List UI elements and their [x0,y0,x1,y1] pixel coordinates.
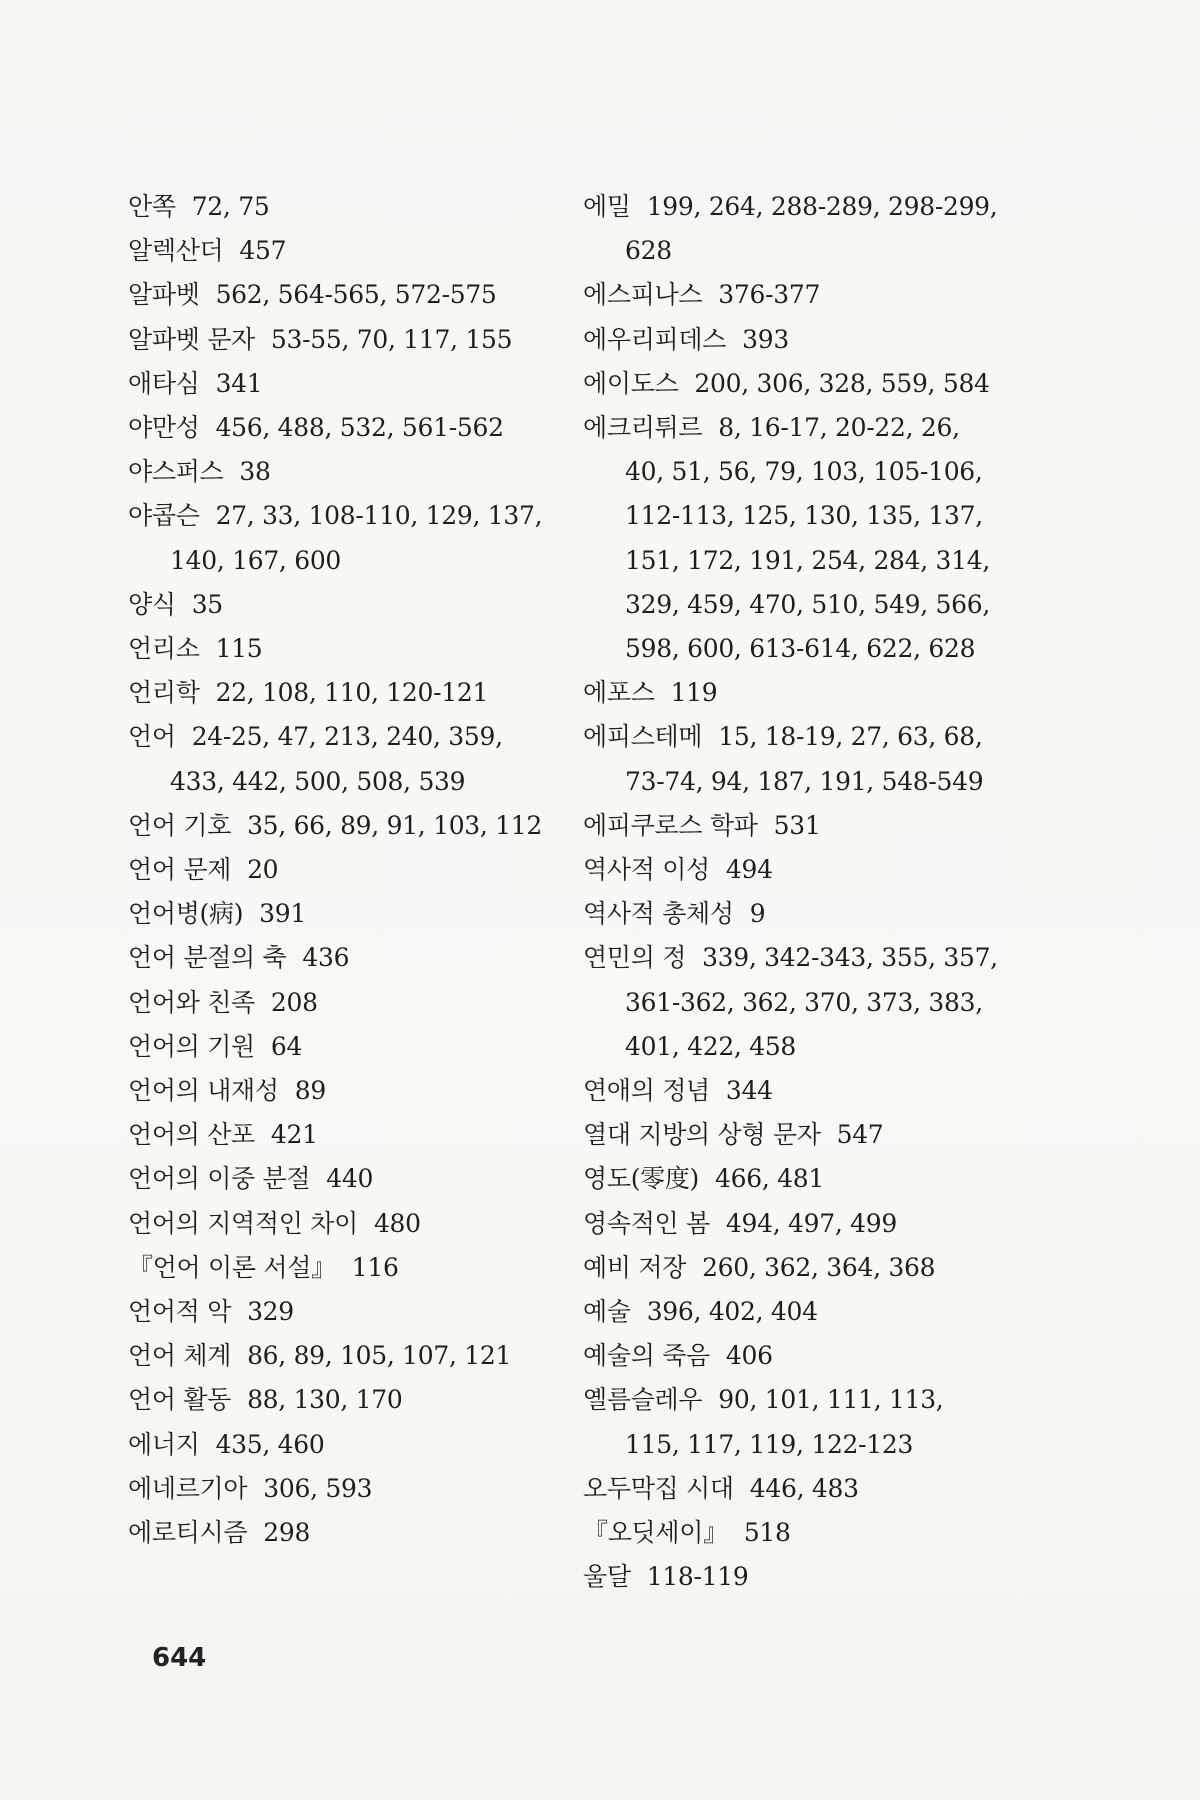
index-entry [128,671,558,715]
index-entry [128,936,558,980]
index-pages: 86, 89, 105, 107, 121 [247,1341,512,1371]
index-pages: 200, 306, 328, 559, 584 [694,368,990,398]
index-pages: 480 [373,1208,421,1238]
index-entry [128,1113,558,1157]
index-pages: 396, 402, 404 [646,1297,818,1327]
index-term: 『언어 이론 서설』 [128,1252,336,1282]
index-pages: 494 [725,855,773,885]
index-term: 예술 [583,1297,631,1327]
index-term: 언어의 기원 [128,1031,255,1061]
index-entry [128,715,558,803]
index-term: 옐름슬레우 [583,1385,703,1415]
index-entry [128,892,558,936]
index-pages: 531 [773,810,821,840]
index-pages: 435, 460 [215,1429,325,1459]
index-pages: 376-377 [718,280,821,310]
index-entry [583,848,1003,892]
index-entry [128,406,558,450]
index-pages: 260, 362, 364, 368 [702,1252,936,1282]
index-entry [128,185,558,229]
index-term: 안쪽 [128,192,176,221]
index-term: 언어와 친족 [128,987,255,1017]
index-term: 울달 [583,1562,631,1592]
index-entry [128,494,558,582]
index-column-left [128,185,558,1555]
index-entry [583,1467,1003,1511]
index-entry [583,185,1003,273]
index-term: 알파벳 [128,280,200,310]
index-term: 에밀 [583,192,631,221]
index-term: 언어의 지역적인 차이 [128,1208,358,1238]
index-pages: 436 [302,943,350,973]
index-term: 『오딧세이』 [583,1518,728,1548]
index-pages: 199, 264, 288-289, 298-299, 628 [625,192,998,266]
index-entry [128,1290,558,1334]
index-term: 언어 기호 [128,810,232,840]
index-entry [128,627,558,671]
index-term: 에크리튀르 [583,413,703,443]
index-pages: 344 [725,1076,773,1106]
index-term: 언어병(病) [128,899,244,929]
index-term: 야만성 [128,413,200,443]
index-pages: 24-25, 47, 213, 240, 359, 433, 442, 500, 508, 539 [170,722,503,796]
index-entry [128,981,558,1025]
index-entry [583,1069,1003,1113]
index-entry [128,1511,558,1555]
index-pages: 391 [259,899,306,929]
index-pages: 119 [670,678,718,708]
index-pages: 115 [215,634,263,664]
index-term: 언어적 악 [128,1297,232,1327]
index-entry [128,804,558,848]
index-pages: 20 [247,855,279,885]
index-pages: 8, 16-17, 20-22, 26, 40, 51, 56, 79, 103, 105-106, 112-113, 125, 130, 135, 137, 151, 172, 191, 254, 284, 314, 329, 459, 470, 510, 549, 566, 598, 600, 613-614, 622, 628 [625,413,991,664]
index-entry [128,1423,558,1467]
index-pages: 208 [270,987,318,1017]
index-pages: 64 [270,1031,303,1061]
index-pages: 116 [351,1252,399,1282]
index-term: 언어의 내재성 [128,1076,279,1106]
index-entry [128,1069,558,1113]
page-number: 644 [152,1643,207,1673]
index-entry [583,936,1003,1069]
index-entry [583,1378,1003,1466]
index-pages: 298 [263,1518,311,1548]
index-term: 에포스 [583,678,655,708]
index-term: 언어 활동 [128,1385,232,1415]
index-entry [583,273,1003,317]
index-entry [583,892,1003,936]
index-pages: 393 [742,324,789,354]
index-entry [128,1025,558,1069]
index-pages: 38 [239,457,271,487]
index-term: 에네르기아 [128,1473,248,1503]
index-pages: 118-119 [646,1562,749,1592]
index-term: 언어 [128,722,176,752]
index-entry [583,671,1003,715]
index-pages: 440 [326,1164,374,1194]
index-term: 영속적인 봄 [583,1208,710,1238]
index-entry [583,1157,1003,1201]
index-pages: 446, 483 [749,1473,859,1503]
index-pages: 35 [191,589,223,619]
index-pages: 89 [294,1076,326,1106]
index-entry [128,583,558,627]
index-term: 에로티시즘 [128,1518,248,1548]
index-term: 언리학 [128,678,200,708]
index-term: 에스피나스 [583,280,703,310]
index-entry [583,1511,1003,1555]
index-pages: 35, 66, 89, 91, 103, 112 [247,810,543,840]
index-entry [583,1113,1003,1157]
index-term: 에이도스 [583,368,679,398]
index-term: 역사적 이성 [583,855,710,885]
index-pages: 72, 75 [191,192,270,221]
index-term: 영도(零度) [583,1164,700,1194]
index-term: 언어 분절의 축 [128,943,287,973]
index-pages: 329 [247,1297,294,1327]
index-entry [128,273,558,317]
index-pages: 457 [239,236,287,266]
index-pages: 547 [836,1120,884,1150]
index-entry [583,1334,1003,1378]
index-term: 알렉산더 [128,236,224,266]
index-pages: 421 [270,1120,318,1150]
index-term: 연민의 정 [583,943,687,973]
index-pages: 15, 18-19, 27, 63, 68, 73-74, 94, 187, 191, 548-549 [625,722,984,796]
index-term: 언어 문제 [128,855,232,885]
index-term: 언어의 이중 분절 [128,1164,311,1194]
index-pages: 406 [725,1341,773,1371]
index-pages: 494, 497, 499 [725,1208,897,1238]
index-term: 애타심 [128,368,200,398]
index-entry [128,362,558,406]
index-term: 연애의 정념 [583,1076,710,1106]
index-entry [128,1202,558,1246]
index-pages: 27, 33, 108-110, 129, 137, 140, 167, 600 [170,501,543,575]
index-pages: 53-55, 70, 117, 155 [270,324,513,354]
index-pages: 341 [215,368,263,398]
index-entry [583,804,1003,848]
index-term: 양식 [128,589,176,619]
index-entry [128,318,558,362]
index-pages: 466, 481 [715,1164,824,1194]
index-term: 야스퍼스 [128,457,224,487]
index-entry [128,229,558,273]
index-entry [583,362,1003,406]
index-entry [583,1555,1003,1599]
index-term: 알파벳 문자 [128,324,255,354]
index-entry [583,406,1003,671]
index-entry [583,318,1003,362]
index-pages: 518 [743,1518,791,1548]
index-pages: 339, 342-343, 355, 357, 361-362, 362, 370, 373, 383, 401, 422, 458 [625,943,998,1061]
index-pages: 456, 488, 532, 561-562 [215,413,504,443]
index-pages: 90, 101, 111, 113, 115, 117, 119, 122-123 [625,1385,944,1459]
index-term: 예비 저장 [583,1252,687,1282]
index-entry [128,848,558,892]
index-entry [583,715,1003,803]
index-term: 에피쿠로스 학파 [583,810,758,840]
index-entry [128,1157,558,1201]
index-term: 야콥슨 [128,501,200,531]
index-term: 오두막집 시대 [583,1473,734,1503]
index-pages: 9 [749,899,766,929]
index-entry [583,1202,1003,1246]
index-pages: 562, 564-565, 572-575 [215,280,497,310]
index-entry [583,1290,1003,1334]
index-term: 언어 체계 [128,1341,232,1371]
index-term: 예술의 죽음 [583,1341,710,1371]
index-pages: 306, 593 [263,1473,373,1503]
index-term: 언어의 산포 [128,1120,255,1150]
index-entry [128,1246,558,1290]
index-pages: 22, 108, 110, 120-121 [215,678,489,708]
index-entry [128,450,558,494]
index-entry [128,1467,558,1511]
index-term: 역사적 총체성 [583,899,734,929]
index-pages: 88, 130, 170 [247,1385,403,1415]
index-entry [128,1378,558,1422]
index-term: 언리소 [128,634,200,664]
index-term: 에피스테메 [583,722,703,752]
index-column-right [583,185,1003,1600]
index-term: 열대 지방의 상형 문자 [583,1120,821,1150]
index-entry [583,1246,1003,1290]
index-term: 에너지 [128,1429,200,1459]
index-entry [128,1334,558,1378]
index-term: 에우리피데스 [583,324,727,354]
